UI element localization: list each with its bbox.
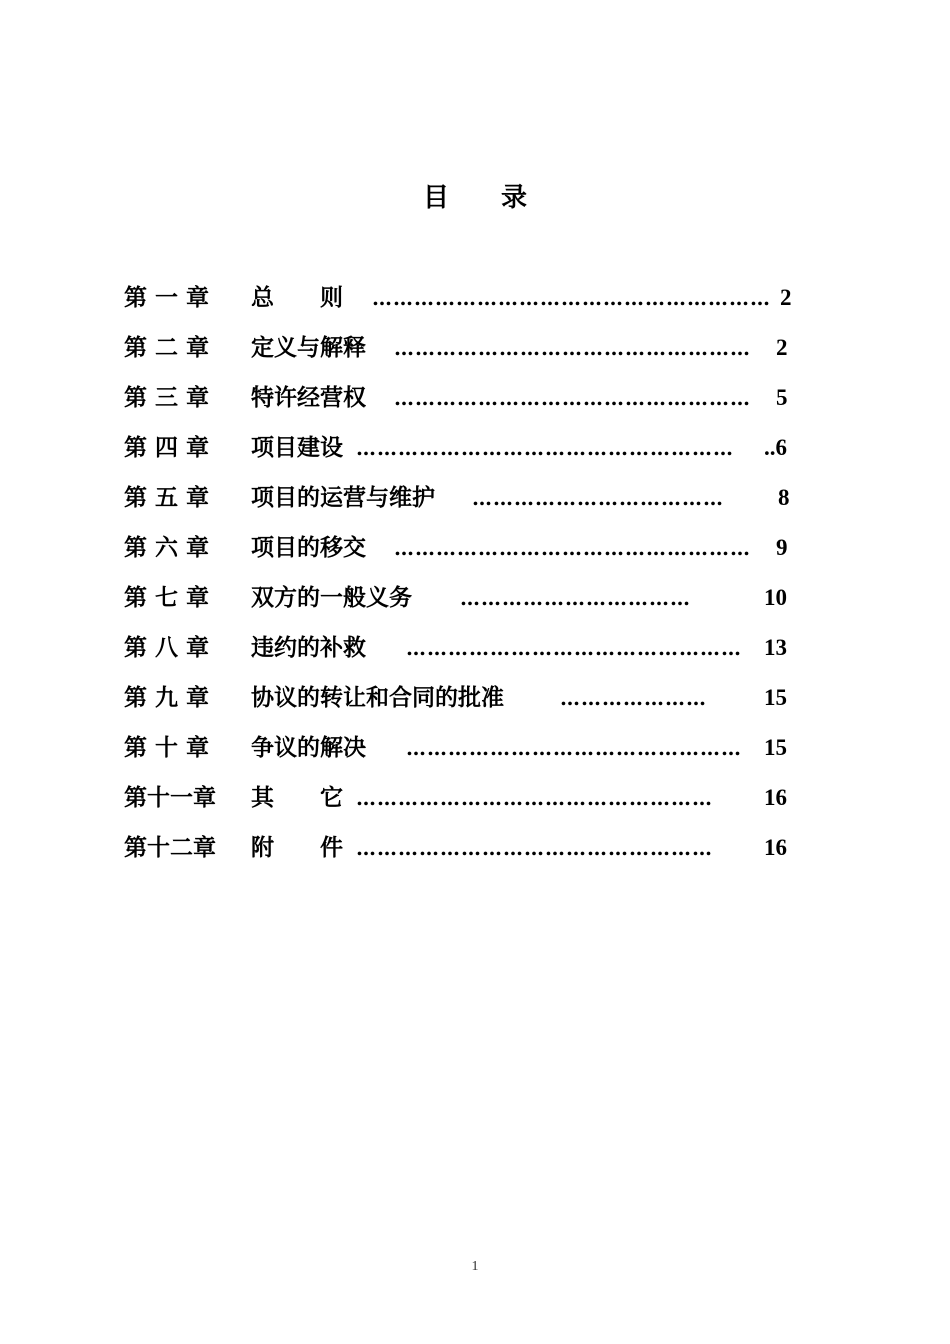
toc-chapter-number: 第 八 章 <box>124 634 210 661</box>
toc-leader-dots: …………………………………………… <box>394 536 751 560</box>
toc-chapter-number: 第 六 章 <box>124 534 210 561</box>
toc-page-number: 16 <box>764 835 787 860</box>
toc-leader-dots: …………………………………………… <box>394 336 751 360</box>
toc-heading: 项目的移交 <box>251 534 366 561</box>
toc-heading: 其 它 <box>251 784 343 811</box>
toc-leader-dots: …………………………………………… <box>356 836 713 860</box>
toc-leader-dots: ………………………………………… <box>406 736 742 760</box>
toc-leader-dots: ……………………………………………… <box>356 436 734 460</box>
toc-page-number: 9 <box>776 535 788 560</box>
toc-leader-dots: ………………………………………… <box>406 636 742 660</box>
toc-chapter-number: 第十一章 <box>124 784 216 811</box>
toc-heading: 总 则 <box>251 284 343 311</box>
toc-title <box>0 178 950 218</box>
toc-leader-dots: ……………………………… <box>472 486 724 510</box>
footer-page-number: 1 <box>471 1259 479 1274</box>
toc-chapter-number: 第十二章 <box>124 834 216 861</box>
toc-page-number: 15 <box>764 735 787 760</box>
toc-heading: 附 件 <box>251 834 343 861</box>
toc-page-number: 13 <box>764 635 787 660</box>
toc-heading: 项目建设 <box>251 434 343 461</box>
toc-chapter-number: 第 一 章 <box>124 284 210 311</box>
toc-title-part1: 目 <box>422 183 449 213</box>
toc-page-number: 16 <box>764 785 787 810</box>
toc-page-number: 2 <box>780 285 792 310</box>
toc-page-number: ..6 <box>764 435 787 460</box>
toc-heading: 定义与解释 <box>251 334 366 361</box>
toc-page-number: 15 <box>764 685 787 710</box>
toc-chapter-number: 第 五 章 <box>124 484 210 511</box>
toc-leader-dots: …………………………………………… <box>356 786 713 810</box>
toc-leader-dots: ………………… <box>560 686 707 710</box>
toc-page-number: 5 <box>776 385 788 410</box>
toc-title-part2: 录 <box>501 183 528 213</box>
toc-heading: 双方的一般义务 <box>251 584 412 611</box>
toc-heading: 特许经营权 <box>251 384 366 411</box>
toc-heading: 项目的运营与维护 <box>251 484 435 511</box>
toc-heading: 违约的补救 <box>251 634 366 661</box>
toc-page-number: 2 <box>776 335 788 360</box>
toc-chapter-number: 第 十 章 <box>124 734 210 761</box>
toc-leader-dots: ………………………………………………… <box>372 286 771 310</box>
toc-heading: 争议的解决 <box>251 734 366 761</box>
toc-chapter-number: 第 二 章 <box>124 334 210 361</box>
toc-chapter-number: 第 九 章 <box>124 684 210 711</box>
toc-leader-dots: …………………………………………… <box>394 386 751 410</box>
toc-leader-dots: …………………………… <box>460 586 691 610</box>
toc-page-number: 8 <box>778 485 790 510</box>
toc-chapter-number: 第 四 章 <box>124 434 210 461</box>
toc-page-number: 10 <box>764 585 787 610</box>
toc-heading: 协议的转让和合同的批准 <box>251 684 504 711</box>
toc-chapter-number: 第 三 章 <box>124 384 210 411</box>
toc-chapter-number: 第 七 章 <box>124 584 210 611</box>
